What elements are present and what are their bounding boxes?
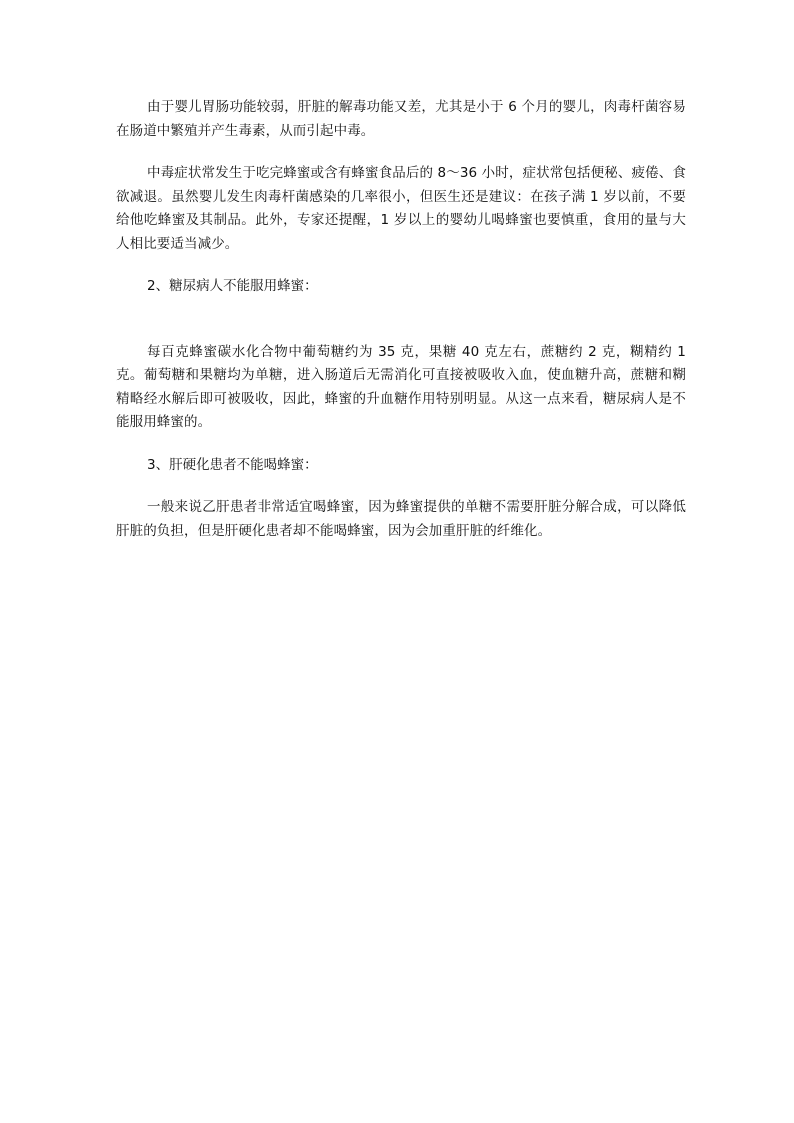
section-heading-cirrhosis: 3、肝硬化患者不能喝蜂蜜： xyxy=(147,456,318,473)
paragraph-infant-digestion: 由于婴儿胃肠功能较弱，肝脏的解毒功能又差，尤其是小于 6 个月的婴儿，肉毒杆菌容易在肠道中繁殖并产生毒素，从而引起中毒。 xyxy=(116,99,686,139)
section-heading-diabetes: 2、糖尿病人不能服用蜂蜜： xyxy=(147,278,318,294)
paragraph-diabetes-sugar: 每百克蜂蜜碳水化合物中葡萄糖约为 35 克，果糖 40 克左右，蔗糖约 2 克，糊精约 1 克。葡萄糖和果糖均为单糖，进入肠道后无需消化可直接被吸收入血，使血糖升高，蔗糖和糊精略经水解后即可被吸收，因此，蜂蜜的升血糖作用特别明显。从这一点来看，糖尿病人是不能服用蜂蜜的。 xyxy=(116,343,686,430)
document-page xyxy=(116,96,686,543)
paragraph-poisoning-symptoms: 中毒症状常发生于吃完蜂蜜或含有蜂蜜食品后的 8～36 小时，症状常包括便秘、疲倦、食欲减退。虽然婴儿发生肉毒杆菌感染的几率很小，但医生还是建议：在孩子满 1 岁以前，不要给他吃蜂蜜及其制品。此外，专家还提醒，1 岁以上的婴幼儿喝蜂蜜也要慎重，食用的量与大人相比要适当减少。 xyxy=(116,165,686,252)
paragraph-liver-cirrhosis: 一般来说乙肝患者非常适宜喝蜂蜜，因为蜂蜜提供的单糖不需要肝脏分解合成，可以降低肝脏的负担，但是肝硬化患者却不能喝蜂蜜，因为会加重肝脏的纤维化。 xyxy=(116,499,686,539)
